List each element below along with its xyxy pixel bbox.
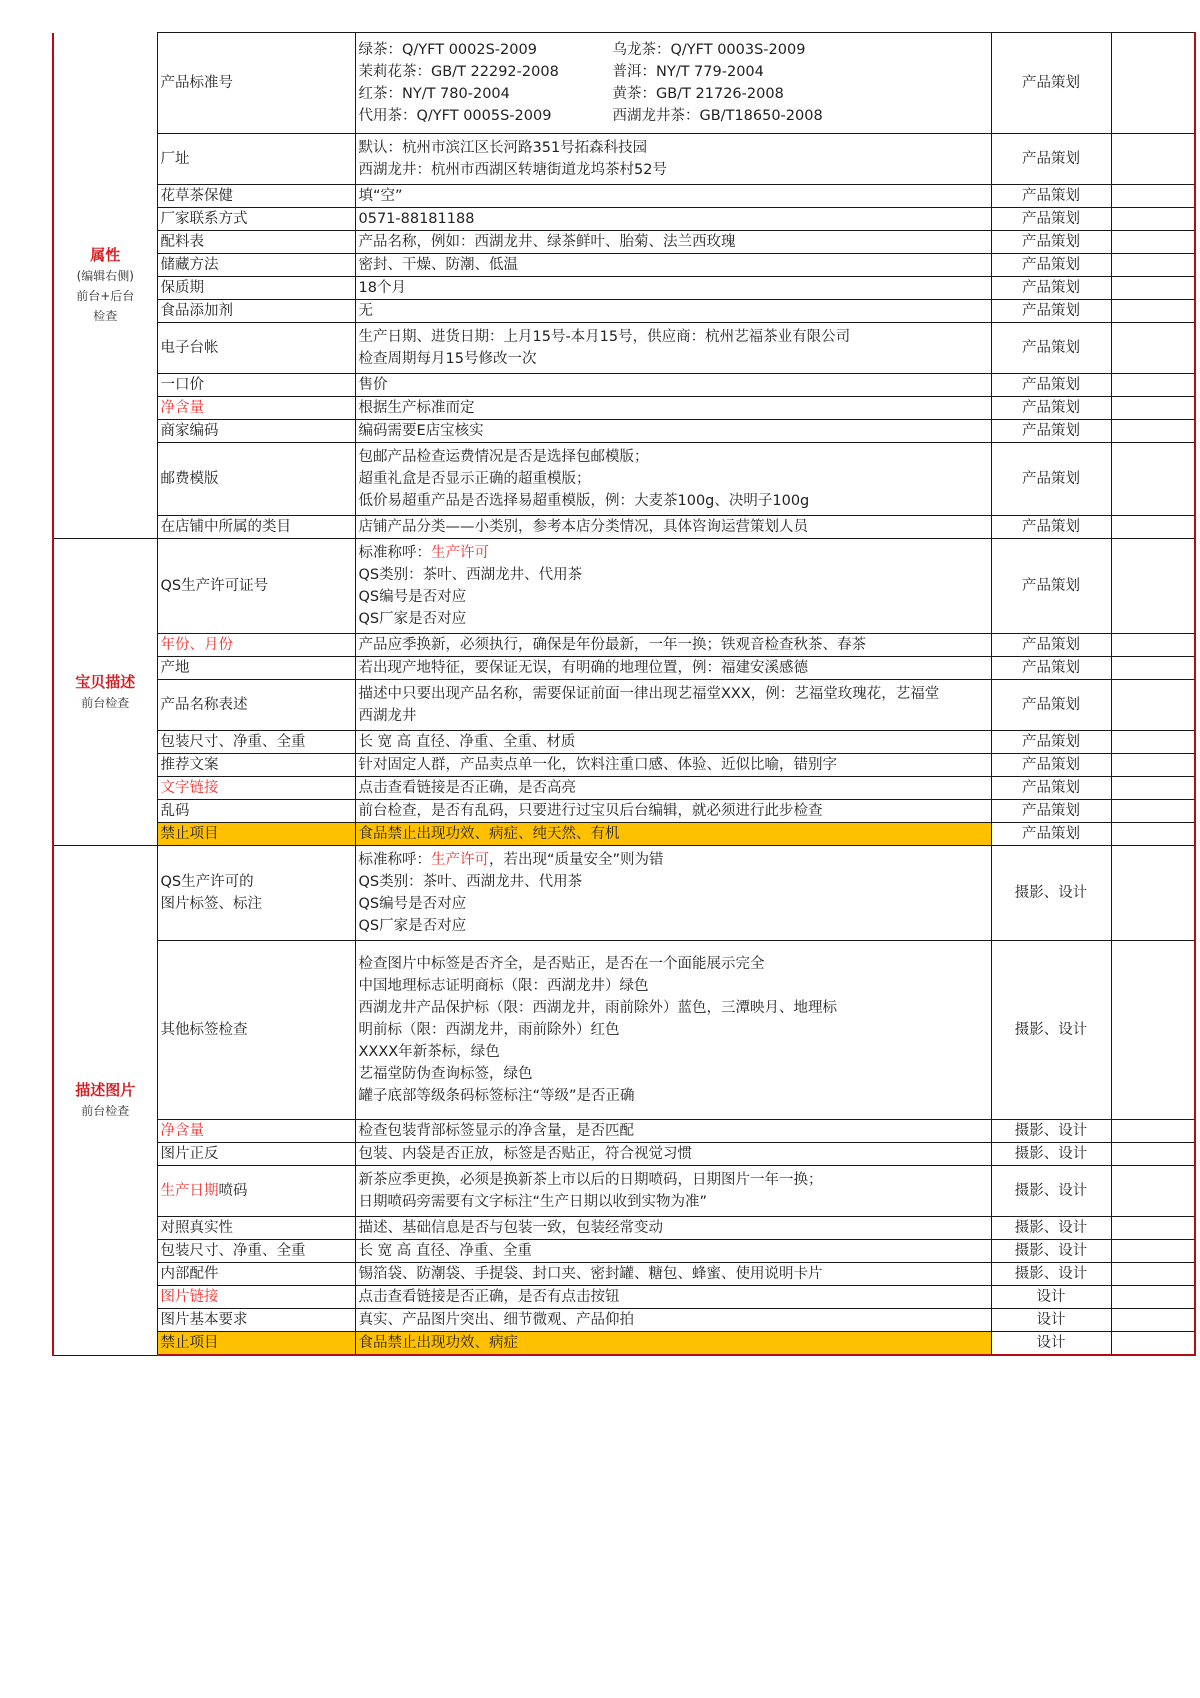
check-description [355,1286,991,1309]
check-item [157,231,355,254]
remarks-cell[interactable] [1111,754,1195,777]
check-item [157,208,355,231]
standard-number: 代用茶：Q/YFT 0005S-2009 [358,108,552,124]
table-row [53,185,1195,208]
check-item-label: 内部配件 [160,1266,219,1282]
check-item-label: 电子台帐 [160,340,219,356]
table-row [53,634,1195,657]
check-item-label: 厂家联系方式 [160,211,248,227]
description-line: 根据生产标准而定 [358,400,475,416]
check-item [157,823,355,846]
check-item [157,1309,355,1332]
check-item-label: 花草茶保健 [160,188,233,204]
check-item [157,277,355,300]
remarks-cell[interactable] [1111,33,1195,134]
description-line: 若出现产地特征，要保证无误，有明确的地理位置，例：福建安溪感德 [358,660,808,676]
check-description [355,1217,991,1240]
description-line: 18个月 [358,280,406,296]
remarks-cell[interactable] [1111,397,1195,420]
owner-role: 产品策划 [991,539,1111,634]
check-item [157,731,355,754]
check-item-label: 其他标签检查 [160,1022,248,1038]
check-item [157,323,355,374]
check-item [157,1263,355,1286]
table-row [53,823,1195,846]
check-item-label: 保质期 [160,280,204,296]
description-line: 默认：杭州市滨江区长河路351号拓森科技园 [358,140,648,156]
description-line: 中国地理标志证明商标（限：西湖龙井）绿色 [358,978,649,994]
check-item-label: 净含量 [160,1123,204,1139]
remarks-cell[interactable] [1111,846,1195,941]
table-row [53,420,1195,443]
section-title: 宝贝描述 [75,673,136,691]
check-item-label: 产品名称表述 [160,697,248,713]
table-row [53,777,1195,800]
table-row [53,846,1195,941]
description-line: 前台检查，是否有乱码，只要进行过宝贝后台编辑，就必须进行此步检查 [358,803,823,819]
remarks-cell[interactable] [1111,323,1195,374]
description-line: 包装、内袋是否正放，标签是否贴正，符合视觉习惯 [358,1146,692,1162]
check-item-line: 图片标签、标注 [160,896,262,912]
owner-role: 产品策划 [991,516,1111,539]
remarks-cell[interactable] [1111,1120,1195,1143]
table-row [53,300,1195,323]
check-item-label: 对照真实性 [160,1220,233,1236]
table-row [53,443,1195,516]
description-line: 锡箔袋、防潮袋、手提袋、封口夹、密封罐、糖包、蜂蜜、使用说明卡片 [358,1266,823,1282]
check-item-label: 推荐文案 [160,757,219,773]
table-row [53,208,1195,231]
description-line: 检查周期每月15号修改一次 [358,351,537,367]
remarks-cell[interactable] [1111,1286,1195,1309]
owner-role: 产品策划 [991,397,1111,420]
remarks-cell[interactable] [1111,1166,1195,1217]
description-line: 产品名称，例如：西湖龙井、绿茶鲜叶、胎菊、法兰西玫瑰 [358,234,736,250]
table-row [53,277,1195,300]
check-description [355,1332,991,1356]
remarks-cell[interactable] [1111,516,1195,539]
description-line: 店铺产品分类——小类别，参考本店分类情况，具体咨询运营策划人员 [358,519,808,535]
standard-number-grid [359,39,988,127]
description-line: 食品禁止出现功效、病症 [358,1335,518,1351]
check-description [355,657,991,680]
table-row [53,1166,1195,1217]
owner-role: 产品策划 [991,277,1111,300]
check-item-label: 禁止项目 [160,826,219,842]
description-line: 日期喷码旁需要有文字标注“生产日期以收到实物为准” [358,1194,708,1210]
owner-role: 产品策划 [991,231,1111,254]
check-item-label: 乱码 [160,803,190,819]
owner-role: 产品策划 [991,443,1111,516]
table-row [53,397,1195,420]
check-item [157,846,355,941]
check-item [157,754,355,777]
check-description [355,277,991,300]
remarks-cell[interactable] [1111,1332,1195,1356]
table-row [53,657,1195,680]
check-item-highlight: 生产日期 [160,1183,219,1199]
owner-role: 产品策划 [991,208,1111,231]
description-text: 标准称呼： [358,852,431,868]
section-label [53,846,157,1356]
table-row [53,323,1195,374]
description-line: 长 宽 高 直径、净重、全重、材质 [358,734,576,750]
description-line: QS厂家是否对应 [358,918,467,934]
remarks-cell[interactable] [1111,657,1195,680]
check-item-label: QS生产许可证号 [160,578,269,594]
standard-number: 茉莉花茶：GB/T 22292-2008 [358,64,559,80]
check-description [355,680,991,731]
check-item-label: 年份、月份 [160,637,233,653]
check-item-label: 在店铺中所属的类目 [160,519,291,535]
check-item-label: 一口价 [160,377,204,393]
section-subtitle: 前台检查 [81,696,130,710]
owner-role: 产品策划 [991,634,1111,657]
check-item [157,33,355,134]
check-item [157,1217,355,1240]
table-row [53,231,1195,254]
remarks-cell[interactable] [1111,1240,1195,1263]
check-item [157,539,355,634]
description-line: XXXX年新茶标，绿色 [358,1044,500,1060]
check-item [157,134,355,185]
owner-role: 产品策划 [991,731,1111,754]
remarks-cell[interactable] [1111,777,1195,800]
description-line [359,542,988,564]
check-description [355,941,991,1120]
check-item-label: 产品标准号 [160,75,233,91]
table-row [53,1332,1195,1356]
table-row [53,680,1195,731]
check-item [157,941,355,1120]
table-row [53,254,1195,277]
owner-role: 产品策划 [991,254,1111,277]
check-description [355,374,991,397]
check-item [157,800,355,823]
check-item [157,657,355,680]
section-subtitle: 前台+后台 [76,289,135,304]
remarks-cell[interactable] [1111,300,1195,323]
check-description [355,300,991,323]
check-item [157,300,355,323]
check-item [157,1143,355,1166]
check-description [355,397,991,420]
table-row [53,800,1195,823]
table-row [53,754,1195,777]
description-line: 明前标（限：西湖龙井，雨前除外）红色 [358,1022,620,1038]
check-item-label: 净含量 [160,400,204,416]
check-item-label: 储藏方法 [160,257,219,273]
check-description [355,1143,991,1166]
description-line: 点击查看链接是否正确，是否有点击按钮 [358,1289,620,1305]
check-item-label: 配料表 [160,234,204,250]
check-item [157,374,355,397]
description-line: 西湖龙井 [358,708,417,724]
remarks-cell[interactable] [1111,1263,1195,1286]
table-row [53,33,1195,134]
check-description [355,185,991,208]
remarks-cell[interactable] [1111,443,1195,516]
table-row [53,731,1195,754]
remarks-cell[interactable] [1111,254,1195,277]
owner-role: 产品策划 [991,420,1111,443]
description-highlight: 生产许可 [431,852,489,868]
check-item-label: 邮费模版 [160,471,219,487]
owner-role: 摄影、设计 [991,941,1111,1120]
table-row [53,1217,1195,1240]
description-line: QS编号是否对应 [358,896,467,912]
description-line: QS编号是否对应 [358,589,467,605]
description-line: 超重礼盒是否显示正确的超重模版； [358,471,591,487]
check-description [355,1309,991,1332]
owner-role: 摄影、设计 [991,1263,1111,1286]
owner-role: 产品策划 [991,323,1111,374]
check-item [157,680,355,731]
table-row [53,1263,1195,1286]
check-item-label: 产地 [160,660,190,676]
owner-role: 产品策划 [991,800,1111,823]
description-text: ，若出现“质量安全”则为错 [489,852,664,868]
description-line: 产品应季换新，必须执行，确保是年份最新，一年一换；铁观音检查秋茶、春茶 [358,637,866,653]
owner-role: 设计 [991,1332,1111,1356]
check-item [157,1240,355,1263]
description-line: QS厂家是否对应 [358,611,467,627]
check-description [355,1240,991,1263]
table-row [53,134,1195,185]
check-item-label: 商家编码 [160,423,219,439]
table-row [53,516,1195,539]
description-line: 检查包装背部标签显示的净含量，是否匹配 [358,1123,634,1139]
check-description [355,420,991,443]
owner-role: 摄影、设计 [991,1217,1111,1240]
check-item-label: 包装尺寸、净重、全重 [160,1243,306,1259]
remarks-cell[interactable] [1111,1143,1195,1166]
description-line [359,849,988,871]
owner-role: 摄影、设计 [991,1240,1111,1263]
standard-number: 绿茶：Q/YFT 0002S-2009 [358,42,537,58]
check-description [355,1120,991,1143]
check-description [355,823,991,846]
section-title: 描述图片 [75,1081,136,1100]
check-item-label: 图片链接 [160,1289,219,1305]
owner-role: 摄影、设计 [991,1166,1111,1217]
check-item-label: 禁止项目 [160,1335,219,1351]
owner-role: 产品策划 [991,374,1111,397]
remarks-cell[interactable] [1111,941,1195,1120]
remarks-cell[interactable] [1111,731,1195,754]
description-line: 填“空” [358,188,403,204]
remarks-cell[interactable] [1111,420,1195,443]
description-line: 食品禁止出现功效、病症、纯天然、有机 [358,826,620,842]
check-description [355,323,991,374]
remarks-cell[interactable] [1111,134,1195,185]
table-row [53,374,1195,397]
check-item-label: 包装尺寸、净重、全重 [160,734,306,750]
remarks-cell[interactable] [1111,539,1195,634]
table-row [53,1120,1195,1143]
owner-role: 设计 [991,1286,1111,1309]
description-line: 生产日期、进货日期：上月15号-本月15号，供应商：杭州艺福茶业有限公司 [358,329,851,345]
table-row [53,1240,1195,1263]
check-item-label: 文字链接 [160,780,219,796]
check-description [355,254,991,277]
description-line: 西湖龙井：杭州市西湖区转塘街道龙坞茶村52号 [358,162,667,178]
description-line: 无 [358,303,373,319]
section-subtitle: 前台检查 [81,1104,130,1119]
check-item [157,634,355,657]
checklist-sheet [52,32,1194,1356]
check-item [157,185,355,208]
check-description [355,134,991,185]
check-item-label: 图片正反 [160,1146,219,1162]
table-row [53,1309,1195,1332]
section-subtitle: 检查 [93,309,118,324]
check-description [355,777,991,800]
check-item [157,397,355,420]
remarks-cell[interactable] [1111,374,1195,397]
owner-role: 产品策划 [991,754,1111,777]
table-row [53,941,1195,1120]
description-line: 描述中只要出现产品名称，需要保证前面一律出现艺福堂XXX，例：艺福堂玫瑰花，艺福堂 [358,686,940,702]
standard-number: 黄茶：GB/T 21726-2008 [612,86,784,102]
table-row [53,539,1195,634]
standard-number: 普洱：NY/T 779-2004 [612,64,764,80]
owner-role: 摄影、设计 [991,846,1111,941]
remarks-cell[interactable] [1111,277,1195,300]
owner-role: 设计 [991,1309,1111,1332]
check-description [355,754,991,777]
check-item [157,420,355,443]
description-text: 标准称呼： [358,545,431,561]
owner-role: 产品策划 [991,657,1111,680]
check-item-label: 厂址 [160,151,190,167]
check-item [157,254,355,277]
owner-role: 产品策划 [991,33,1111,134]
check-description [355,208,991,231]
check-item [157,1166,355,1217]
check-item [157,443,355,516]
check-description [355,1263,991,1286]
remarks-cell[interactable] [1111,1217,1195,1240]
owner-role: 摄影、设计 [991,1143,1111,1166]
description-line: 西湖龙井产品保护标（限：西湖龙井，雨前除外）蓝色，三潭映月、地理标 [358,1000,837,1016]
table-row [53,1286,1195,1309]
check-description [355,539,991,634]
check-item [157,1286,355,1309]
remarks-cell[interactable] [1111,823,1195,846]
check-item [157,516,355,539]
check-item-label: 图片基本要求 [160,1312,248,1328]
owner-role: 摄影、设计 [991,1120,1111,1143]
description-line: 罐子底部等级条码标签标注“等级”是否正确 [358,1088,635,1104]
description-line: 检查图片中标签是否齐全，是否贴正，是否在一个面能展示完全 [358,956,765,972]
section-label [53,539,157,846]
description-line: QS类别：茶叶、西湖龙井、代用茶 [358,567,583,583]
description-line: 0571-88181188 [358,211,475,227]
description-line: 包邮产品检查运费情况是否是选择包邮模版； [358,449,649,465]
check-description [355,231,991,254]
description-highlight: 生产许可 [431,545,489,561]
section-subtitle: (编辑右侧) [76,269,134,284]
check-description [355,33,991,134]
check-description [355,516,991,539]
description-line: 编码需要E店宝核实 [358,423,484,439]
owner-role: 产品策划 [991,300,1111,323]
description-line: 真实、产品图片突出、细节微观、产品仰拍 [358,1312,634,1328]
description-line: 针对固定人群，产品卖点单一化，饮料注重口感、体验、近似比喻，错别字 [358,757,837,773]
section-label [53,33,157,539]
description-line: 艺福堂防伪查询标签，绿色 [358,1066,533,1082]
remarks-cell[interactable] [1111,185,1195,208]
check-item-line: QS生产许可的 [160,874,254,890]
standard-number: 西湖龙井茶：GB/T18650-2008 [612,108,823,124]
owner-role: 产品策划 [991,777,1111,800]
remarks-cell[interactable] [1111,1309,1195,1332]
check-item [157,777,355,800]
check-description [355,634,991,657]
description-line: 长 宽 高 直径、净重、全重 [358,1243,532,1259]
standard-number: 红茶：NY/T 780-2004 [358,86,510,102]
description-line: 新茶应季更换，必须是换新茶上市以后的日期喷码，日期图片一年一换； [358,1172,823,1188]
check-description [355,846,991,941]
check-item [157,1332,355,1356]
remarks-cell[interactable] [1111,634,1195,657]
remarks-cell[interactable] [1111,231,1195,254]
remarks-cell[interactable] [1111,680,1195,731]
owner-role: 产品策划 [991,134,1111,185]
check-description [355,731,991,754]
description-line: 描述、基础信息是否与包装一致，包装经常变动 [358,1220,663,1236]
description-line: 密封、干燥、防潮、低温 [358,257,518,273]
remarks-cell[interactable] [1111,800,1195,823]
section-title: 属性 [90,246,121,265]
description-line: 低价易超重产品是否选择易超重模版，例：大麦茶100g、决明子100g [358,493,810,509]
check-item [157,1120,355,1143]
check-description [355,443,991,516]
check-description [355,1166,991,1217]
check-item-label: 食品添加剂 [160,303,233,319]
check-description [355,800,991,823]
description-line: 售价 [358,377,388,393]
remarks-cell[interactable] [1111,208,1195,231]
description-line: QS类别：茶叶、西湖龙井、代用茶 [358,874,583,890]
table-row [53,1143,1195,1166]
standard-number: 乌龙茶：Q/YFT 0003S-2009 [612,42,806,58]
owner-role: 产品策划 [991,823,1111,846]
checklist-table [52,32,1196,1356]
owner-role: 产品策划 [991,185,1111,208]
check-item-suffix: 喷码 [218,1183,248,1199]
description-line: 点击查看链接是否正确，是否高亮 [358,780,576,796]
owner-role: 产品策划 [991,680,1111,731]
